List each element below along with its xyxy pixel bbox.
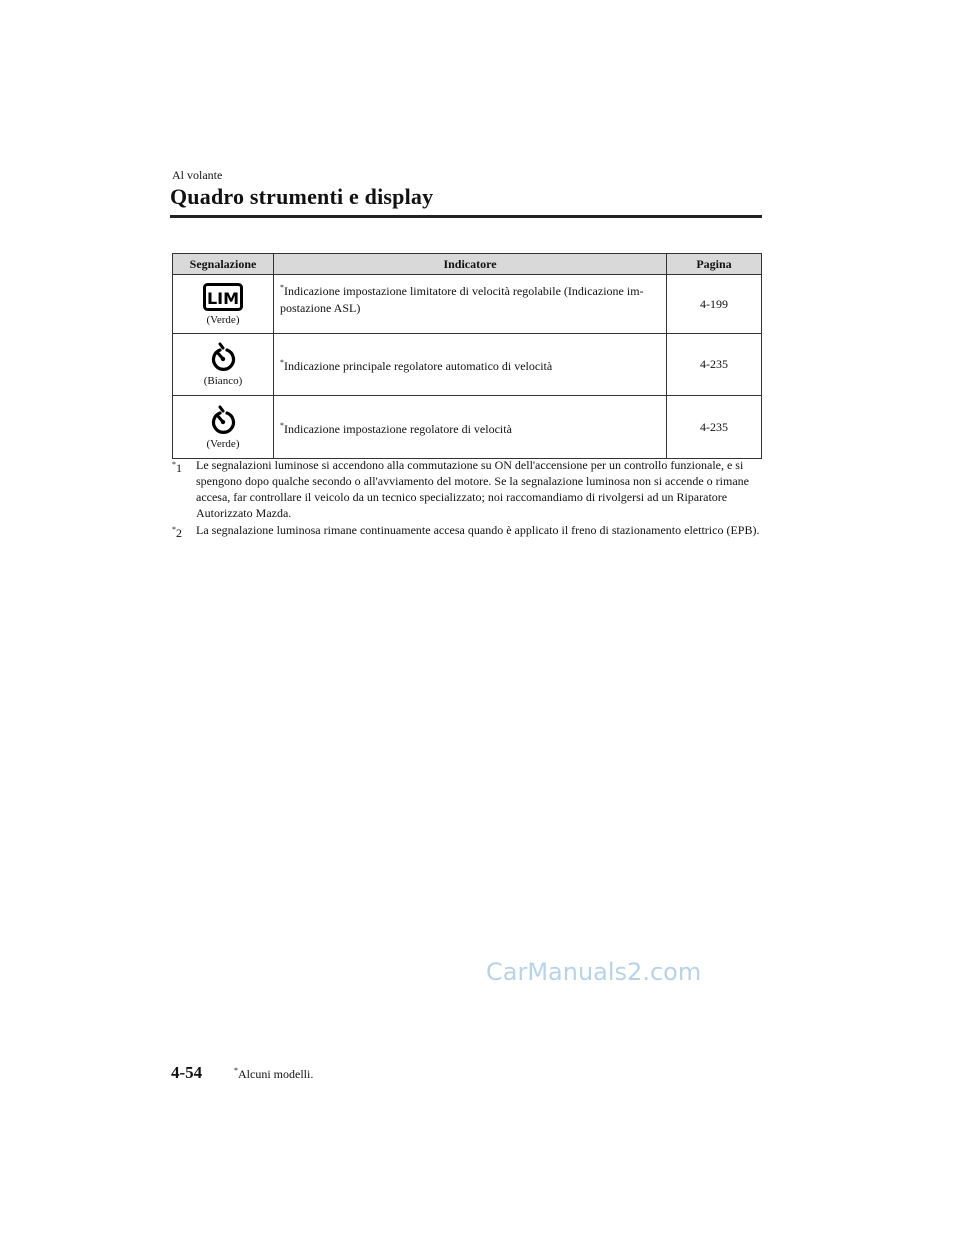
indicator-text: Indicazione impostazione regolatore di velocità [284, 421, 512, 436]
asterisk: * [280, 420, 284, 430]
footnote [172, 522, 764, 541]
asterisk: * [280, 283, 284, 292]
signal-color: (Bianco) [203, 375, 243, 387]
footer-note: *Alcuni modelli. [234, 1066, 314, 1081]
table-header-row [173, 254, 762, 275]
indicator-cell [274, 396, 667, 459]
indicator-text: Indicazione impostazione limitatore di velocità regolabile (Indicazione im-postazione ASL) [280, 284, 644, 315]
header-signal: Segnalazione [173, 254, 274, 275]
asterisk: * [280, 358, 284, 367]
lim-icon [203, 283, 243, 311]
page-title: Quadro strumenti e display [170, 184, 434, 209]
indicator-cell [274, 334, 667, 396]
signal-color: (Verde) [206, 313, 240, 326]
footnote [172, 457, 764, 521]
signal-cell [173, 334, 274, 396]
watermark: CarManuals2.com [486, 958, 702, 986]
footnote-mark: *2 [172, 525, 182, 540]
table-row [173, 275, 762, 334]
table-row [173, 396, 762, 459]
section-label: Al volante [172, 168, 223, 182]
footnote-mark: *1 [172, 460, 182, 475]
signal-cell [173, 396, 274, 459]
cruise-control-icon [208, 405, 238, 435]
footnote-text: Le segnalazioni luminose si accendono alla commutazione su ON dell'accensione per un controllo funzionale, e si spengono dopo qualche secondo o all'avviamento del motore. Se la segnalazione luminosa non si accende o rimane accesa, far controllare il veicolo da un tecnico specializzato; noi raccomandiamo di rivolgersi ad un Riparatore Autorizzato Mazda. [196, 458, 749, 520]
cruise-control-icon [208, 342, 238, 372]
svg-text:LIM: LIM [206, 288, 240, 308]
header-page: Pagina [667, 254, 762, 275]
footnote-text: La segnalazione luminosa rimane continuamente accesa quando è applicato il freno di stazionamento elettrico (EPB). [196, 523, 760, 537]
indicator-text: Indicazione principale regolatore automatico di velocità [284, 359, 553, 373]
footnotes [172, 457, 764, 542]
page-cell: 4-235 [667, 334, 762, 396]
page-number: 4-54 [171, 1063, 203, 1082]
indicator-cell [274, 275, 667, 334]
page-cell: 4-199 [667, 275, 762, 334]
signal-color: (Verde) [206, 437, 240, 450]
header-indicator: Indicatore [274, 254, 667, 275]
signal-cell [173, 275, 274, 334]
page-cell: 4-235 [667, 396, 762, 459]
table-row [173, 334, 762, 396]
signals-table [172, 253, 762, 459]
title-rule [170, 215, 762, 218]
